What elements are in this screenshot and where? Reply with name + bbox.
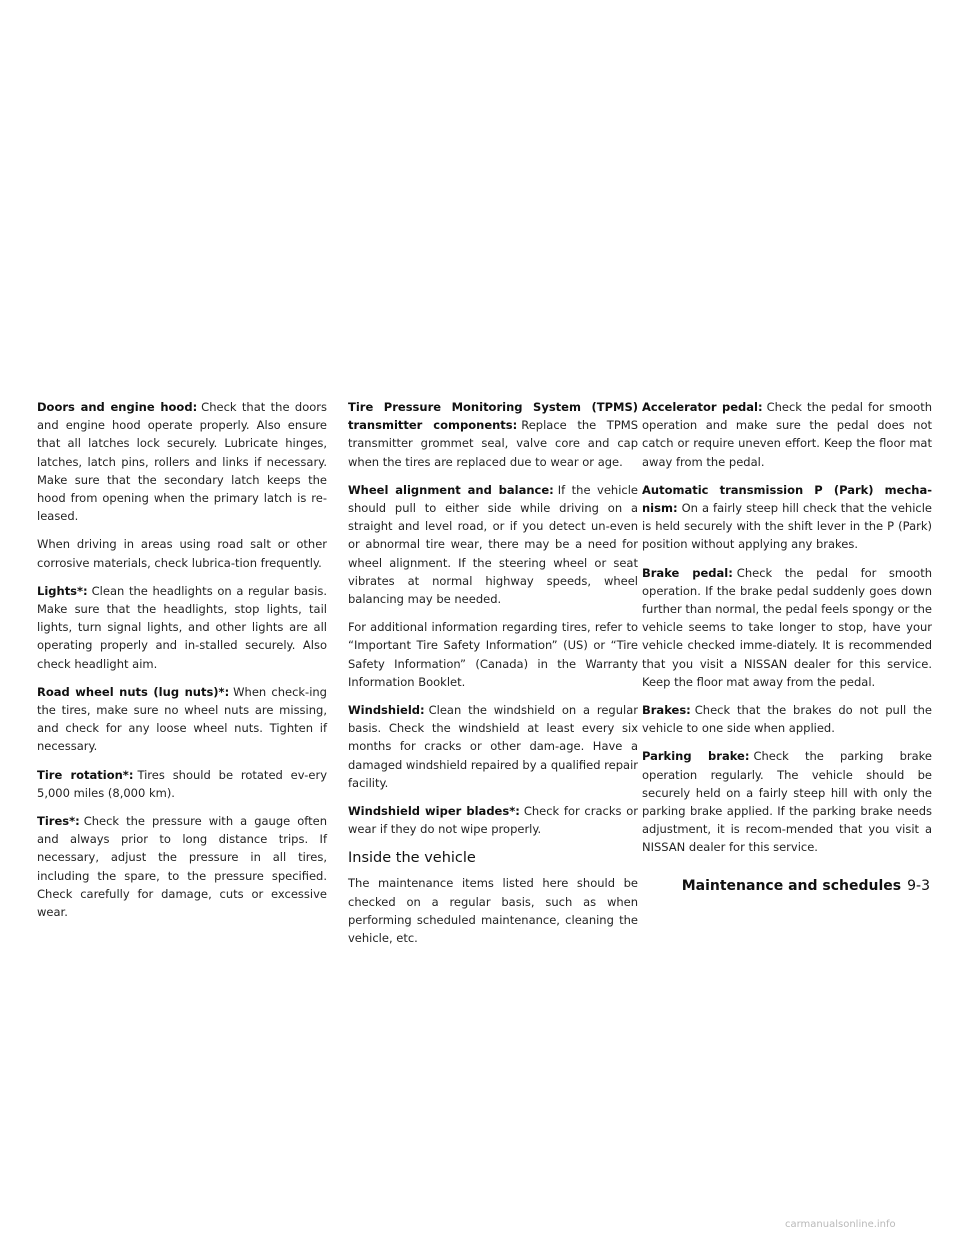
section-heading: Inside the vehicle: [348, 850, 476, 867]
term: Tire rotation*:: [37, 767, 134, 782]
paragraph-text: When check-ing the tires, make sure no wheel nuts are missing, and check for any loose wheel nuts. Tighten if necessary.: [37, 684, 327, 754]
term: Automatic transmission P (Park) mecha-nism:: [642, 482, 932, 516]
paragraph-brake-pedal: [642, 564, 932, 691]
paragraph-text: Clean the headlights on a regular basis. Make sure that the headlights, stop lights, tail lights, turn signal lights, and other lights are all operating properly and in-stalled securely. Also check headlight aim.: [37, 583, 327, 671]
paragraph-text: Check the parking brake operation regularly. The vehicle should be securely held on a fairly steep hill with only the parking brake applied. If the parking brake needs adjustment, it is recom-mended that you visit a NISSAN dealer for this service.: [642, 749, 932, 855]
paragraph-doors-engine-hood: [37, 398, 327, 525]
term: Wheel alignment and balance:: [348, 482, 554, 497]
paragraph-text: Check that the brakes do not pull the vehicle to one side when applied.: [642, 703, 932, 736]
watermark: carmanualsonline.info: [785, 1219, 896, 1230]
paragraph-road-wheel-nuts: [37, 683, 327, 756]
term: Windshield:: [348, 703, 425, 718]
paragraph-tires: [37, 812, 327, 921]
paragraph-text: Replace the TPMS transmitter grommet seal, valve core and cap when the tires are replaced due to wear or age.: [348, 418, 638, 469]
paragraph-text: If the vehicle should pull to either side while driving on a straight and level road, or if you detect un-even or abnormal tire wear, there may be a need for wheel alignment. If the steering wheel or seat vibrates at normal highway speeds, wheel balancing may be needed.: [348, 482, 638, 607]
paragraph-brakes: [642, 701, 932, 737]
term: Doors and engine hood:: [37, 400, 198, 414]
paragraph-wheel-alignment: [348, 481, 638, 608]
paragraph-lights: [37, 582, 327, 673]
paragraph-text: Clean the windshield on a regular basis. Check the windshield at least every six months for cracks or other dam-age. Have a damaged windshield repaired by a qualified repair facility.: [348, 703, 638, 790]
paragraph-text: Check that the doors and engine hood operate properly. Also ensure that all latches lock securely. Lubricate hinges, latches, latch pins, rollers and links if necessary. Make sure that the secondary latch keeps the hood from opening when the primary latch is re-leased.: [37, 400, 327, 524]
paragraph-tpms: [348, 398, 638, 471]
term: Accelerator pedal:: [642, 400, 763, 414]
term: Brake pedal:: [642, 565, 733, 580]
term: Brakes:: [642, 703, 691, 718]
paragraph-park-mechanism: [642, 481, 932, 554]
paragraph-inside-vehicle: [348, 874, 638, 947]
paragraph-text: Check the pedal for smooth operation. If the brake pedal suddenly goes down further than normal, the pedal feels spongy or the vehicle seems to take longer to stop, have your vehicle checked imme-diately. It is recommended that you visit a NISSAN dealer for this service. Keep the floor mat away from the pedal.: [642, 565, 932, 689]
page-number: 9-3: [907, 878, 930, 894]
term: Lights*:: [37, 583, 88, 598]
paragraph-accelerator-pedal: [642, 398, 932, 471]
paragraph-wiper-blades: [348, 802, 638, 838]
paragraph-text: The maintenance items listed here should be checked on a regular basis, such as when performing scheduled maintenance, cleaning the vehicle, etc.: [348, 876, 638, 946]
term: Tires*:: [37, 814, 80, 829]
paragraph-text: Check the pressure with a gauge often and always prior to long distance trips. If necessary, adjust the pressure in all tires, including the spare, to the pressure specified. Check carefully for damage, cuts or excessive wear.: [37, 814, 327, 920]
paragraph-road-salt: [37, 535, 327, 571]
paragraph-windshield: [348, 701, 638, 792]
paragraph-text: Tires should be rotated ev-ery 5,000 miles (8,000 km).: [37, 767, 327, 800]
term: Windshield wiper blades*:: [348, 804, 520, 819]
paragraph-parking-brake: [642, 747, 932, 856]
term: Road wheel nuts (lug nuts)*:: [37, 684, 230, 699]
paragraph-text: On a fairly steep hill check that the vehicle is held securely with the shift lever in the P (Park) position without applying any brakes.: [642, 501, 932, 552]
paragraph-text: Check the pedal for smooth operation and make sure the pedal does not catch or require uneven effort. Keep the floor mat away from the pedal.: [642, 400, 932, 469]
paragraph-tire-rotation: [37, 766, 327, 802]
paragraph-tire-info: [348, 618, 638, 691]
footer-section-title: Maintenance and schedules: [681, 878, 902, 894]
paragraph-text: For additional information regarding tires, refer to “Important Tire Safety Information” (US) or “Tire Safety Information” (Canada) in the Warranty Information Booklet.: [348, 620, 638, 689]
paragraph-text: When driving in areas using road salt or other corrosive materials, check lubrica-tion frequently.: [37, 537, 327, 570]
term: Parking brake:: [642, 749, 750, 764]
column-3: [642, 398, 932, 867]
paragraph-text: Check for cracks or wear if they do not wipe properly.: [348, 804, 638, 837]
page-footer: [682, 876, 930, 896]
column-2: [348, 398, 638, 957]
term: Tire Pressure Monitoring System (TPMS) transmitter components:: [348, 400, 638, 433]
column-1: [37, 398, 327, 931]
